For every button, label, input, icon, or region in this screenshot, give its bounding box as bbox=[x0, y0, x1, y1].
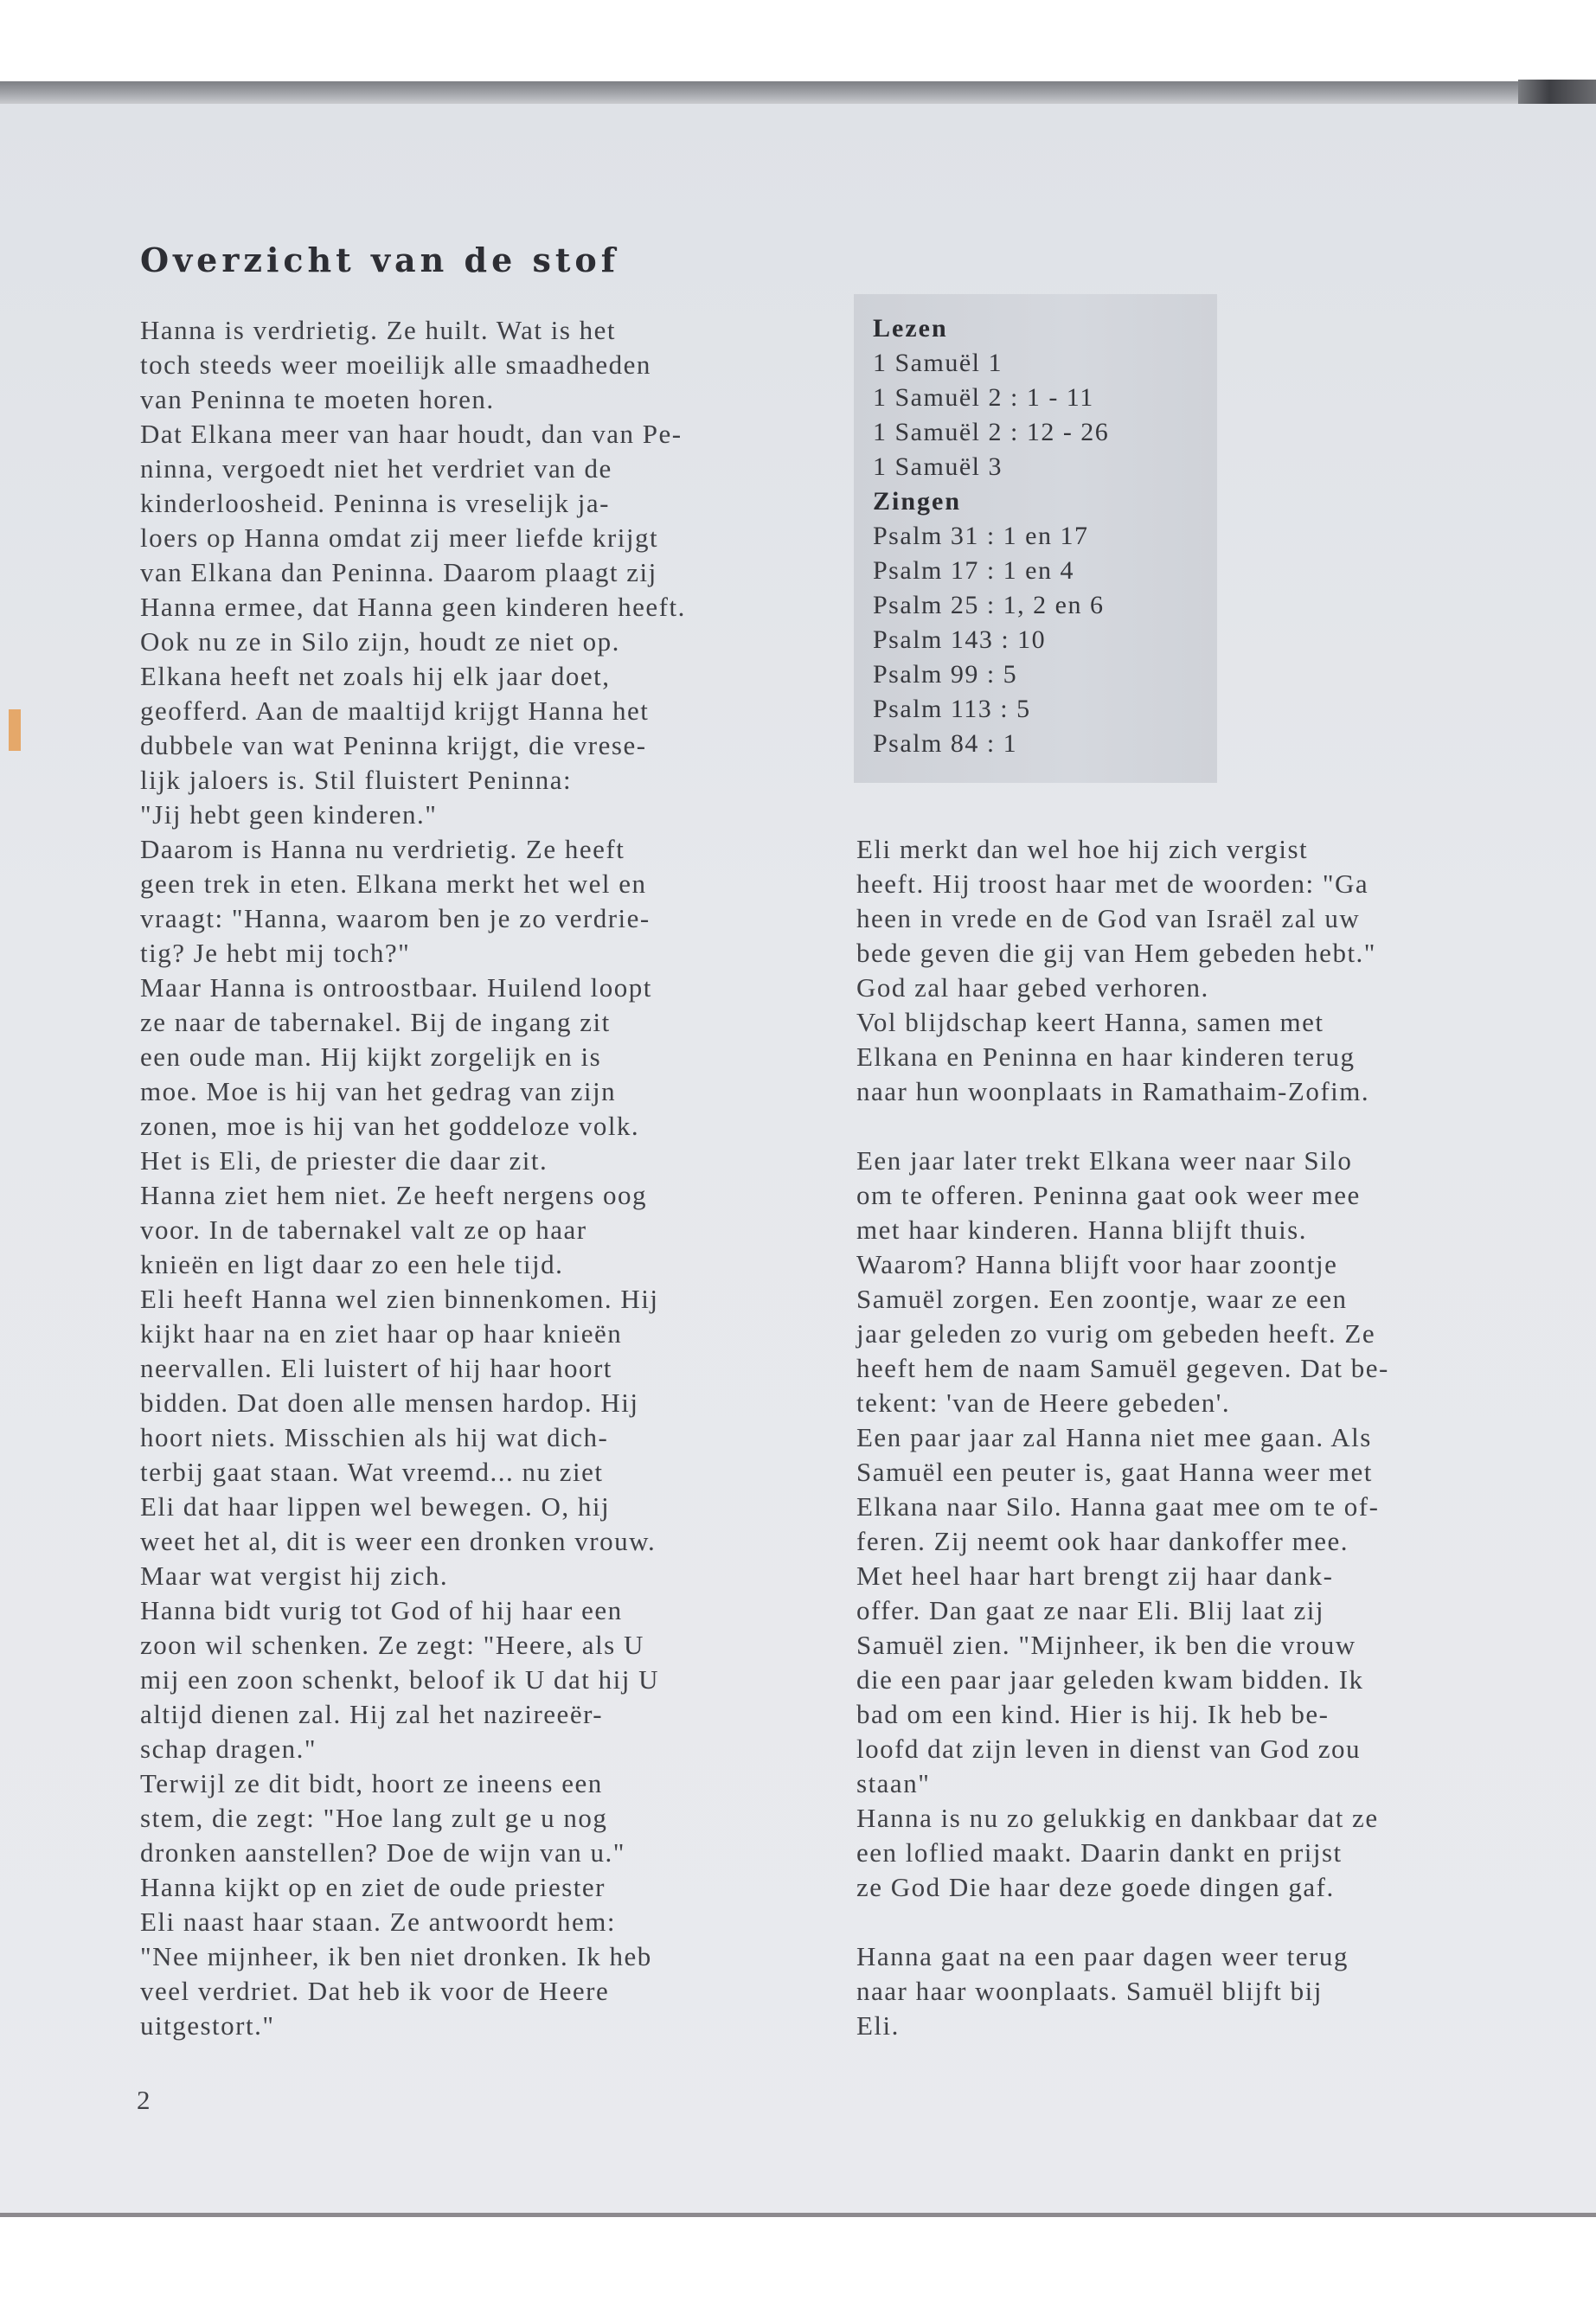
reading-singing-list bbox=[873, 311, 1109, 761]
text-line: Ook nu ze in Silo zijn, houdt ze niet op. bbox=[140, 626, 620, 657]
text-line: Elkana heeft net zoals hij elk jaar doet, bbox=[140, 661, 611, 691]
text-line: feren. Zij neemt ook haar dankoffer mee. bbox=[856, 1526, 1349, 1556]
text-line: veel verdriet. Dat heb ik voor de Heere bbox=[140, 1976, 610, 2006]
text-line: schap dragen." bbox=[140, 1734, 317, 1764]
text-line: een oude man. Hij kijkt zorgelijk en is bbox=[140, 1042, 602, 1072]
text-line: jaar geleden zo vurig om gebeden heeft. Ze bbox=[856, 1318, 1376, 1349]
text-line: offer. Dan gaat ze naar Eli. Blij laat zij bbox=[856, 1595, 1325, 1625]
text-line: ninna, vergoedt niet het verdriet van de bbox=[140, 453, 612, 484]
text-line: knieën en ligt daar zo een hele tijd. bbox=[140, 1249, 564, 1279]
text-line: Eli. bbox=[856, 2010, 900, 2041]
text-line: tig? Je hebt mij toch?" bbox=[140, 938, 411, 968]
text-line: voor. In de tabernakel valt ze op haar bbox=[140, 1215, 587, 1245]
text-line: Samuël een peuter is, gaat Hanna weer met bbox=[856, 1457, 1373, 1487]
zingen-heading: Zingen bbox=[873, 487, 962, 516]
text-line: Dat Elkana meer van haar houdt, dan van Pe- bbox=[140, 419, 683, 449]
text-line: Maar Hanna is ontroostbaar. Huilend loopt bbox=[140, 972, 652, 1003]
text-line: dronken aanstellen? Doe de wijn van u." bbox=[140, 1837, 625, 1868]
lezen-item: 1 Samuël 3 bbox=[873, 452, 1003, 481]
text-line: hoort niets. Misschien als hij wat dich- bbox=[140, 1422, 609, 1452]
reading-singing-box bbox=[854, 294, 1217, 783]
lezen-item: 1 Samuël 1 bbox=[873, 349, 1003, 377]
text-line: Hanna gaat na een paar dagen weer terug bbox=[856, 1941, 1349, 1971]
text-line: Met heel haar hart brengt zij haar dank- bbox=[856, 1561, 1334, 1591]
text-line: altijd dienen zal. Hij zal het nazireeër- bbox=[140, 1699, 604, 1729]
text-line: toch steeds weer moeilijk alle smaadheden bbox=[140, 349, 651, 380]
page-title: Overzicht van de stof bbox=[140, 240, 620, 279]
text-line: om te offeren. Peninna gaat ook weer mee bbox=[856, 1180, 1361, 1210]
zingen-item: Psalm 25 : 1, 2 en 6 bbox=[873, 591, 1105, 619]
paragraph-gap bbox=[856, 1905, 1522, 1939]
text-line: "Nee mijnheer, ik ben niet dronken. Ik heb bbox=[140, 1941, 652, 1971]
zingen-item: Psalm 143 : 10 bbox=[873, 625, 1047, 654]
text-line: Hanna bidt vurig tot God of hij haar een bbox=[140, 1595, 623, 1625]
text-line: heen in vrede en de God van Israël zal uw bbox=[856, 903, 1361, 933]
text-line: Een jaar later trekt Elkana weer naar Silo bbox=[856, 1145, 1353, 1176]
text-line: kijkt haar na en ziet haar op haar knieën bbox=[140, 1318, 623, 1349]
lezen-item: 1 Samuël 2 : 1 - 11 bbox=[873, 383, 1094, 412]
right-text-column bbox=[856, 832, 1522, 2043]
text-line: Eli heeft Hanna wel zien binnenkomen. Hij bbox=[140, 1284, 659, 1314]
text-line: Elkana en Peninna en haar kinderen terug bbox=[856, 1042, 1356, 1072]
text-line: geen trek in eten. Elkana merkt het wel en bbox=[140, 868, 647, 899]
zingen-item: Psalm 17 : 1 en 4 bbox=[873, 556, 1074, 585]
left-text-column bbox=[140, 313, 832, 2043]
text-line: Een paar jaar zal Hanna niet mee gaan. Als bbox=[856, 1422, 1372, 1452]
text-line: heeft. Hij troost haar met de woorden: "Ga bbox=[856, 868, 1369, 899]
text-line: moe. Moe is hij van het gedrag van zijn bbox=[140, 1076, 617, 1106]
text-line: God zal haar gebed verhoren. bbox=[856, 972, 1209, 1003]
text-line: mij een zoon schenkt, beloof ik U dat hij U bbox=[140, 1664, 659, 1695]
lezen-heading: Lezen bbox=[873, 314, 948, 343]
zingen-list bbox=[873, 519, 1109, 761]
right-paragraph-1 bbox=[856, 832, 1522, 1109]
text-line: terbij gaat staan. Wat vreemd... nu ziet bbox=[140, 1457, 604, 1487]
text-line: heeft hem de naam Samuël gegeven. Dat be- bbox=[856, 1353, 1389, 1383]
text-line: loers op Hanna omdat zij meer liefde krijgt bbox=[140, 522, 659, 553]
lezen-list bbox=[873, 346, 1109, 484]
scan-binding-edge bbox=[1518, 80, 1596, 106]
text-line: neervallen. Eli luistert of hij haar hoort bbox=[140, 1353, 612, 1383]
text-line: Waarom? Hanna blijft voor haar zoontje bbox=[856, 1249, 1338, 1279]
text-line: van Elkana dan Peninna. Daarom plaagt zij bbox=[140, 557, 657, 587]
zingen-item: Psalm 84 : 1 bbox=[873, 729, 1018, 758]
text-line: Hanna is verdrietig. Ze huilt. Wat is het bbox=[140, 315, 617, 345]
text-line: Eli dat haar lippen wel bewegen. O, hij bbox=[140, 1491, 611, 1522]
text-line: Daarom is Hanna nu verdrietig. Ze heeft bbox=[140, 834, 625, 864]
scan-bottom-line bbox=[0, 2213, 1596, 2217]
text-line: bidden. Dat doen alle mensen hardop. Hij bbox=[140, 1388, 639, 1418]
text-line: vraagt: "Hanna, waarom ben je zo verdrie- bbox=[140, 903, 651, 933]
text-line: geofferd. Aan de maaltijd krijgt Hanna het bbox=[140, 695, 650, 726]
text-line: lijk jaloers is. Stil fluistert Peninna: bbox=[140, 765, 573, 795]
text-line: naar haar woonplaats. Samuël blijft bij bbox=[856, 1976, 1323, 2006]
text-line: stem, die zegt: "Hoe lang zult ge u nog bbox=[140, 1803, 608, 1833]
text-line: naar hun woonplaats in Ramathaim-Zofim. bbox=[856, 1076, 1370, 1106]
zingen-item: Psalm 31 : 1 en 17 bbox=[873, 522, 1089, 550]
page-edge-marker bbox=[9, 709, 21, 751]
text-line: staan" bbox=[856, 1768, 931, 1798]
text-line: ze naar de tabernakel. Bij de ingang zit bbox=[140, 1007, 611, 1037]
scan-top-strip bbox=[0, 81, 1596, 104]
right-paragraph-3 bbox=[856, 1939, 1522, 2043]
text-line: "Jij hebt geen kinderen." bbox=[140, 799, 438, 830]
text-line: Samuël zien. "Mijnheer, ik ben die vrouw bbox=[856, 1630, 1356, 1660]
text-line: Hanna ermee, dat Hanna geen kinderen heeft. bbox=[140, 592, 686, 622]
text-line: een loflied maakt. Daarin dankt en prijst bbox=[856, 1837, 1343, 1868]
text-line: Eli naast haar staan. Ze antwoordt hem: bbox=[140, 1907, 617, 1937]
text-line: Hanna ziet hem niet. Ze heeft nergens oog bbox=[140, 1180, 648, 1210]
paragraph-gap bbox=[856, 1109, 1522, 1144]
text-line: weet het al, dit is weer een dronken vrouw. bbox=[140, 1526, 657, 1556]
text-line: kinderloosheid. Peninna is vreselijk ja- bbox=[140, 488, 610, 518]
text-line: Het is Eli, de priester die daar zit. bbox=[140, 1145, 548, 1176]
text-line: met haar kinderen. Hanna blijft thuis. bbox=[856, 1215, 1308, 1245]
text-line: Elkana naar Silo. Hanna gaat mee om te of- bbox=[856, 1491, 1380, 1522]
text-line: Hanna is nu zo gelukkig en dankbaar dat ze bbox=[856, 1803, 1379, 1833]
zingen-item: Psalm 99 : 5 bbox=[873, 660, 1018, 689]
text-line: bad om een kind. Hier is hij. Ik heb be- bbox=[856, 1699, 1330, 1729]
text-line: Hanna kijkt op en ziet de oude priester bbox=[140, 1872, 606, 1902]
text-line: ze God Die haar deze goede dingen gaf. bbox=[856, 1872, 1335, 1902]
text-line: van Peninna te moeten horen. bbox=[140, 384, 495, 414]
text-line: Terwijl ze dit bidt, hoort ze ineens een bbox=[140, 1768, 603, 1798]
page-number: 2 bbox=[137, 2085, 151, 2115]
text-line: bede geven die gij van Hem gebeden hebt." bbox=[856, 938, 1376, 968]
text-line: zoon wil schenken. Ze zegt: "Heere, als U bbox=[140, 1630, 644, 1660]
text-line: Maar wat vergist hij zich. bbox=[140, 1561, 449, 1591]
text-line: Samuël zorgen. Een zoontje, waar ze een bbox=[856, 1284, 1348, 1314]
text-line: loofd dat zijn leven in dienst van God zou bbox=[856, 1734, 1361, 1764]
lezen-item: 1 Samuël 2 : 12 - 26 bbox=[873, 418, 1110, 446]
zingen-item: Psalm 113 : 5 bbox=[873, 695, 1031, 723]
text-line: die een paar jaar geleden kwam bidden. Ik bbox=[856, 1664, 1364, 1695]
text-line: zonen, moe is hij van het goddeloze volk. bbox=[140, 1111, 640, 1141]
text-line: tekent: 'van de Heere gebeden'. bbox=[856, 1388, 1231, 1418]
text-line: Vol blijdschap keert Hanna, samen met bbox=[856, 1007, 1324, 1037]
text-line: uitgestort." bbox=[140, 2010, 275, 2041]
text-line: Eli merkt dan wel hoe hij zich vergist bbox=[856, 834, 1309, 864]
text-line: dubbele van wat Peninna krijgt, die vrese- bbox=[140, 730, 647, 760]
right-paragraph-2 bbox=[856, 1144, 1522, 1905]
